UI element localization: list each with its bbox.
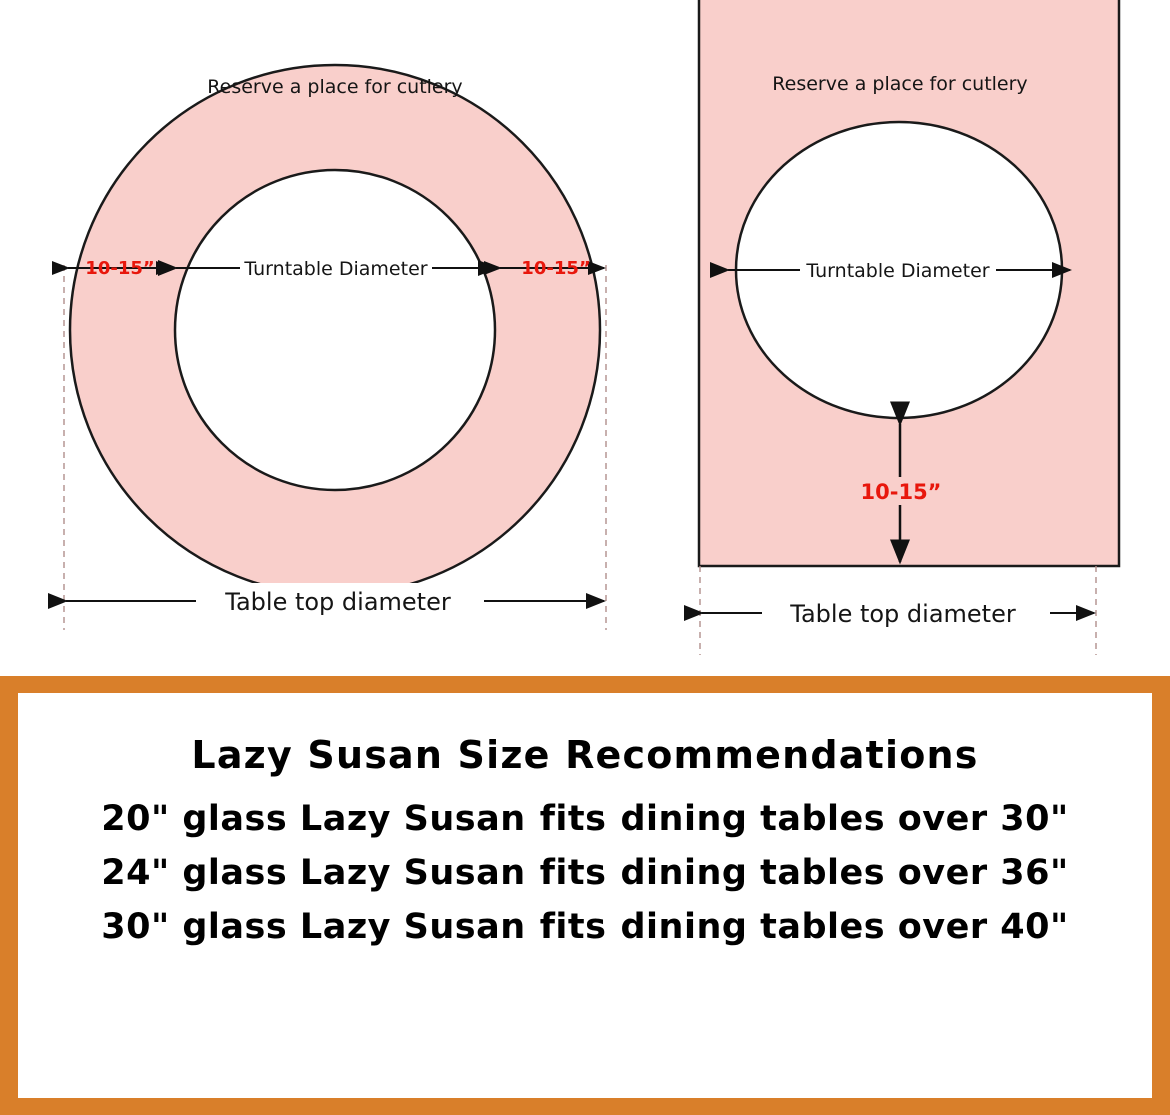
round-right-margin-label: 10-15” [521,258,591,279]
recommendation-fits: fits [539,799,607,839]
recommendation-fits: fits [539,907,607,947]
recommendation-fits: fits [539,853,607,893]
recommendation-table: dining tables over 40" [620,907,1069,947]
recommendations-title: Lazy Susan Size Recommendations [191,733,979,777]
rect-bottom-margin-label: 10-15” [860,480,942,504]
round-left-margin-label: 10-15” [85,258,155,279]
recommendation-table: dining tables over 36" [620,853,1069,893]
round-table-diagram [64,65,606,630]
rect-cutlery-note: Reserve a place for cutlery [772,73,1028,95]
recommendations-inner [18,693,1152,1098]
rect-turntable-label: Turntable Diameter [806,260,990,282]
round-cutlery-note: Reserve a place for cutlery [207,76,463,98]
recommendation-row [18,853,1152,893]
rect-table-diagram [699,0,1119,655]
round-tabletop-label: Table top diameter [225,588,451,616]
rect-tabletop-label: Table top diameter [790,600,1016,628]
recommendations-panel [0,676,1170,1115]
round-turntable-circle [175,170,495,490]
recommendation-size: 30" glass Lazy Susan [101,907,526,947]
recommendation-row [18,799,1152,839]
recommendation-size: 20" glass Lazy Susan [101,799,526,839]
recommendation-table: dining tables over 30" [620,799,1069,839]
recommendation-size: 24" glass Lazy Susan [101,853,526,893]
round-turntable-label: Turntable Diameter [244,258,428,280]
recommendation-row [18,907,1152,947]
